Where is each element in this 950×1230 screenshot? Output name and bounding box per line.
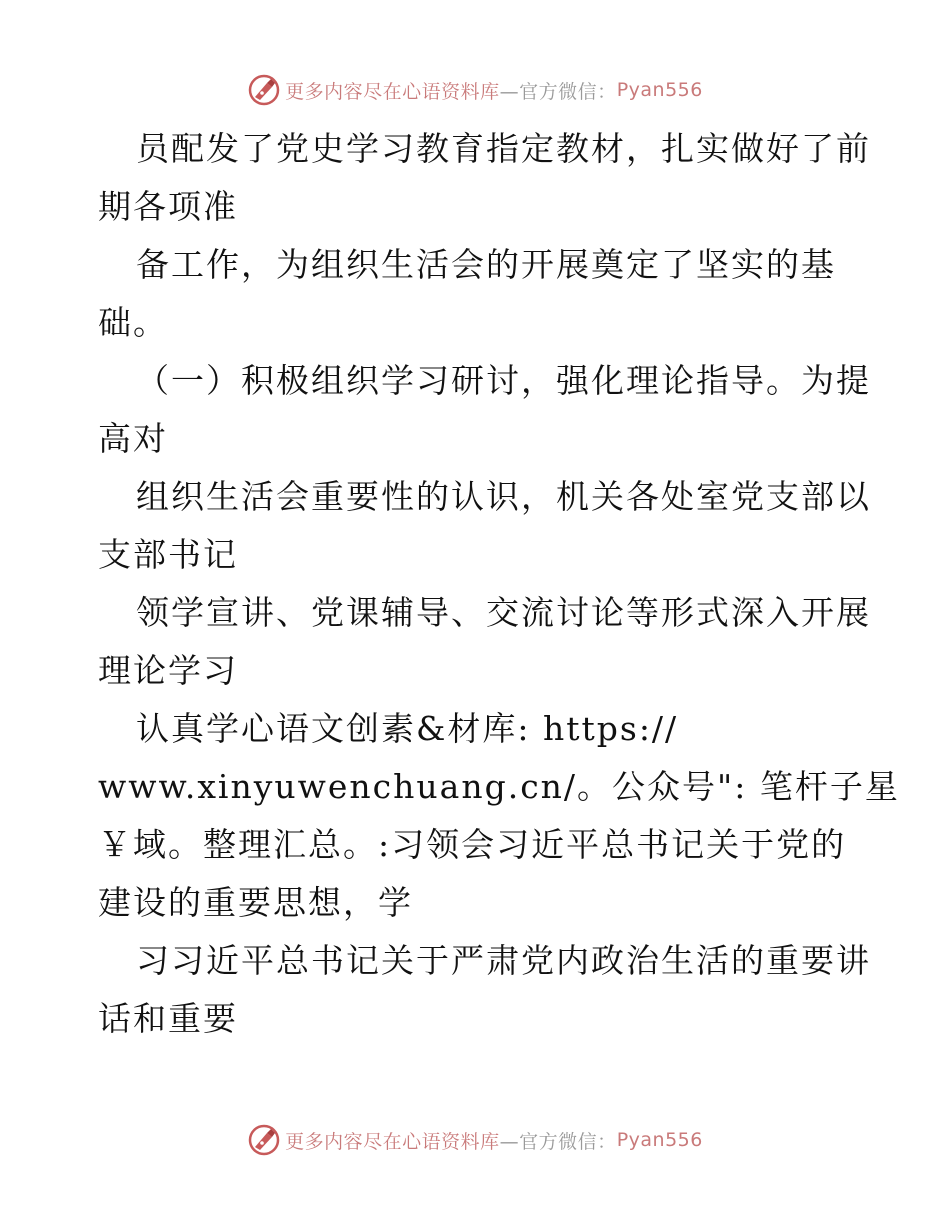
text-line: 础。	[98, 303, 168, 342]
watermark-official-text: —官方微信：	[499, 80, 617, 103]
text-line: 员配发了党史学习教育指定教材，扎实做好了前	[136, 129, 871, 168]
text-line: 备工作，为组织生活会的开展奠定了坚实的基	[136, 245, 836, 284]
text-line: 理论学习	[98, 651, 238, 690]
text-line: www.xinyuwenchuang.cn/。公众号": 笔杆子星	[98, 767, 900, 806]
text-line: 领学宣讲、党课辅导、交流讨论等形式深入开展	[136, 593, 871, 632]
text-line: 期各项准	[98, 187, 238, 226]
document-body	[98, 120, 900, 1048]
watermark-official-text: —官方微信：	[499, 1130, 617, 1153]
watermark-account: Pyan556	[616, 79, 703, 101]
watermark-account: Pyan556	[616, 1129, 703, 1151]
watermark-main-text: 更多内容尽在心语资料库	[285, 80, 500, 103]
text-line: 高对	[98, 419, 168, 458]
text-line: 认真学心语文创素&材库: https://	[136, 709, 679, 748]
header-watermark	[0, 73, 950, 107]
text-line: ￥域。整理汇总。:习领会习近平总书记关于党的	[98, 825, 847, 864]
pen-nib-circle-icon	[247, 1123, 281, 1157]
section-heading-line: （一）积极组织学习研讨，强化理论指导。为提	[136, 361, 871, 400]
text-line: 组织生活会重要性的认识，机关各处室党支部以	[136, 477, 871, 516]
text-line: 建设的重要思想，学	[98, 883, 413, 922]
pen-nib-circle-icon	[247, 73, 281, 107]
text-line: 习习近平总书记关于严肃党内政治生活的重要讲	[136, 941, 871, 980]
watermark-main-text: 更多内容尽在心语资料库	[285, 1130, 500, 1153]
text-line: 话和重要	[98, 999, 238, 1038]
footer-watermark	[0, 1123, 950, 1157]
text-line: 支部书记	[98, 535, 238, 574]
